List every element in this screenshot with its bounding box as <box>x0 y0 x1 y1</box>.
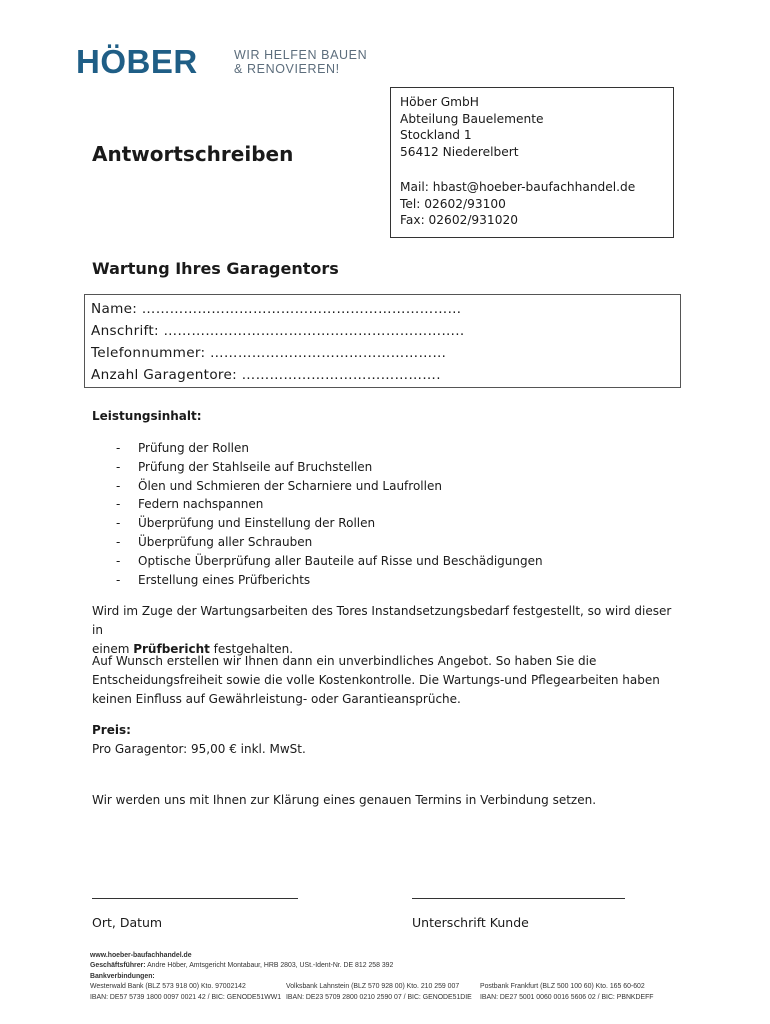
address-fax: Fax: 02602/931020 <box>400 213 518 227</box>
price-heading: Preis: <box>92 723 131 737</box>
footer-website[interactable] <box>90 951 690 961</box>
footer-management <box>90 961 690 971</box>
paragraph-repair-notice <box>92 602 682 659</box>
paragraph-line: Entscheidungsfreiheit sowie die volle Kostenkontrolle. Die Wartungs-und Pflegearbeiten haben <box>92 673 660 687</box>
address-tel: Tel: 02602/93100 <box>400 196 506 211</box>
signature-label-customer: Unterschrift Kunde <box>412 915 529 930</box>
paragraph-line: Auf Wunsch erstellen wir Ihnen dann ein unverbindliches Angebot. So haben Sie die <box>92 654 597 668</box>
services-heading: Leistungsinhalt: <box>92 409 202 423</box>
form-field-name[interactable]: Name: …………………………………………………………… <box>91 301 462 317</box>
paragraph-offer <box>92 652 682 709</box>
footer-website-text: www.hoeber-baufachhandel.de <box>90 952 192 959</box>
paragraph-line: Wird im Zuge der Wartungsarbeiten des Tores Instandsetzungsbedarf festgestellt, so wird dieser in <box>92 604 672 637</box>
footer-bank-row <box>90 993 690 1003</box>
list-item: - Erstellung eines Prüfberichts <box>112 571 543 590</box>
list-item: - Optische Überprüfung aller Bauteile auf Risse und Beschädigungen <box>112 552 543 571</box>
text-span: einem <box>92 642 134 656</box>
bank-info: IBAN: DE23 5709 2800 0210 2590 07 / BIC: GENODE51DIE <box>286 993 472 1001</box>
form-field-phone[interactable]: Telefonnummer: …………………………………………… <box>91 345 447 361</box>
company-footer <box>90 951 690 1003</box>
address-mail[interactable]: Mail: hbast@hoeber-baufachhandel.de <box>400 180 636 194</box>
list-item: - Prüfung der Stahlseile auf Bruchstellen <box>112 458 543 477</box>
footer-text: Andre Höber, Amtsgericht Montabaur, HRB 2803, USt.-Ident-Nr. DE 812 258 392 <box>145 962 394 970</box>
signature-label-date: Ort, Datum <box>92 915 163 930</box>
list-item: - Prüfung der Rollen <box>112 439 543 458</box>
company-logo <box>76 44 396 80</box>
bank-info: Volksbank Lahnstein (BLZ 570 928 00) Kto. 210 259 007 <box>286 983 460 991</box>
services-list <box>112 439 543 589</box>
logo-tagline <box>234 48 367 76</box>
document-title: Antwortschreiben <box>92 142 294 166</box>
address-department: Abteilung Bauelemente <box>400 111 544 126</box>
bank-info: Westerwald Bank (BLZ 573 918 00) Kto. 97002142 <box>90 983 246 991</box>
list-item: - Überprüfung aller Schrauben <box>112 533 543 552</box>
list-item: - Federn nachspannen <box>112 495 543 514</box>
list-item: - Ölen und Schmieren der Scharniere und Laufrollen <box>112 477 543 496</box>
logo-tagline-line-2: & RENOVIEREN! <box>234 62 340 76</box>
footer-label: Geschäftsführer: <box>90 962 146 970</box>
address-company: Höber GmbH <box>400 95 479 109</box>
signature-line-customer[interactable] <box>412 898 625 899</box>
form-field-address[interactable]: Anschrift: ……………………………………………………….. <box>91 323 465 339</box>
footer-label: Bankverbindungen: <box>90 972 155 980</box>
logo-tagline-line-1: WIR HELFEN BAUEN <box>234 48 368 62</box>
price-line: Pro Garagentor: 95,00 € inkl. MwSt. <box>92 742 306 756</box>
bold-text: Prüfbericht <box>133 642 210 656</box>
document-subject: Wartung Ihres Garagentors <box>92 259 339 278</box>
address-city: 56412 Niederelbert <box>400 144 519 159</box>
form-field-door-count[interactable]: Anzahl Garagentore: ……………………………………. <box>91 367 441 383</box>
logo-wordmark: HÖBER <box>76 43 198 80</box>
bank-info: Postbank Frankfurt (BLZ 500 100 60) Kto. 165 60-602 <box>480 983 645 991</box>
paragraph-line: keinen Einfluss auf Gewährleistung- oder Garantieansprüche. <box>92 692 461 706</box>
price-block <box>92 721 492 759</box>
text-span: festgehalten. <box>209 642 294 656</box>
footer-bank-row <box>90 982 690 992</box>
footer-banks-heading <box>90 972 690 982</box>
closing-sentence: Wir werden uns mit Ihnen zur Klärung eines genauen Termins in Verbindung setzen. <box>92 793 597 807</box>
bank-info: IBAN: DE57 5739 1800 0097 0021 42 / BIC: GENODE51WW1 <box>90 993 282 1001</box>
bank-info: IBAN: DE27 5001 0060 0016 5606 02 / BIC: PBNKDEFF <box>480 993 654 1001</box>
address-box <box>390 87 674 238</box>
signature-line-date[interactable] <box>92 898 298 899</box>
list-item: - Überprüfung und Einstellung der Rollen <box>112 514 543 533</box>
customer-form-box <box>84 294 681 388</box>
address-street: Stockland 1 <box>400 128 472 142</box>
